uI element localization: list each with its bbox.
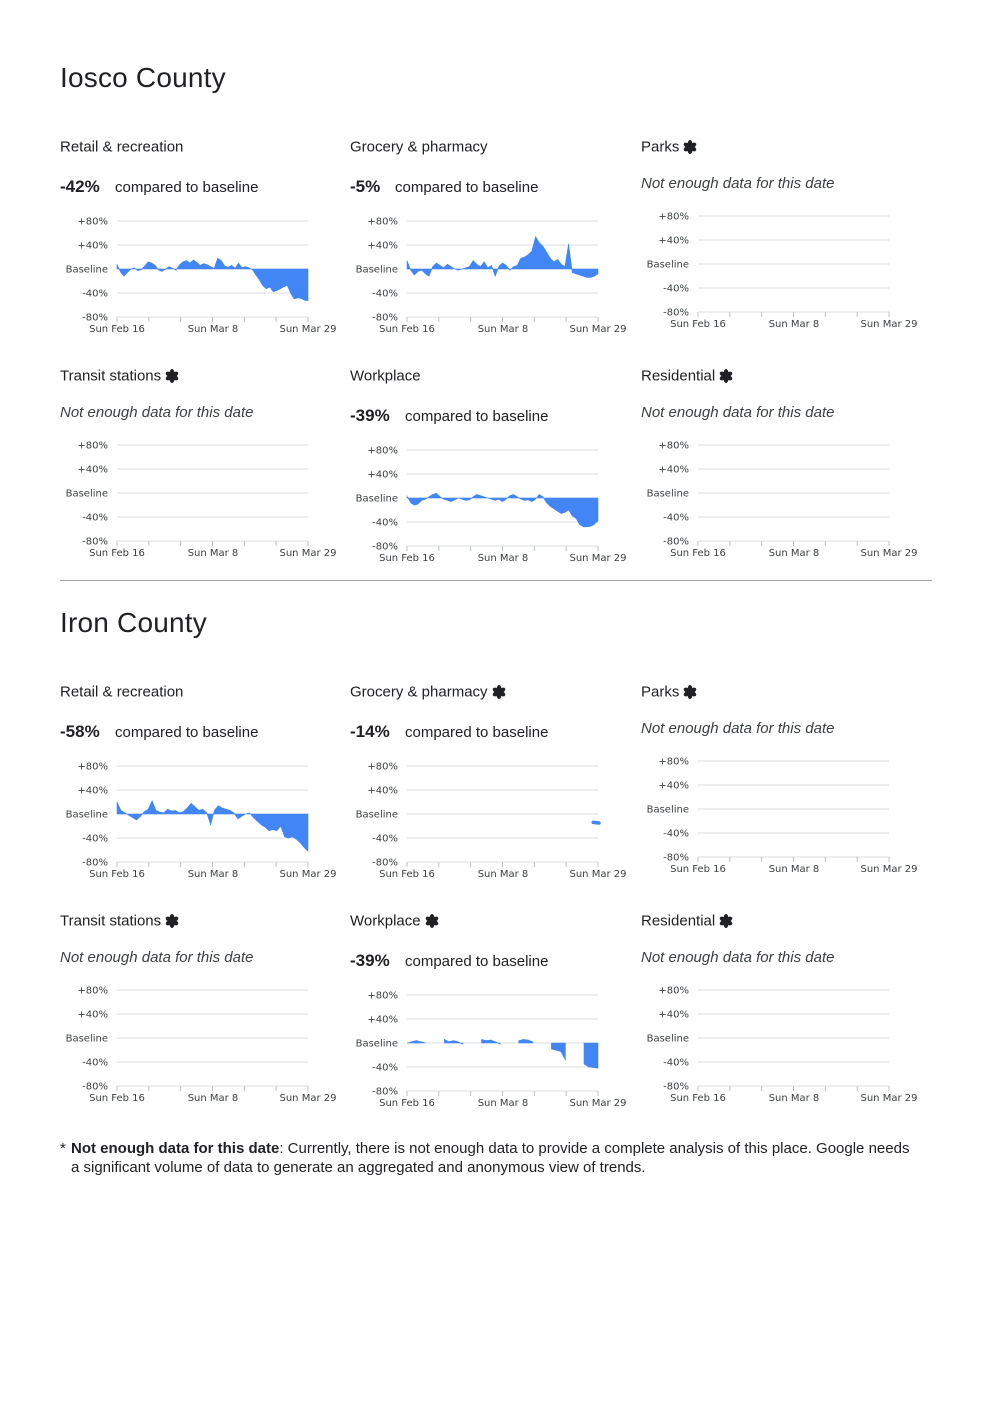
y-tick-label: -80% (82, 1081, 108, 1093)
percent-change: -58% (60, 722, 100, 741)
y-tick-label: -80% (663, 536, 689, 548)
series-area (407, 1041, 426, 1043)
x-tick-label: Sun Mar 29 (860, 548, 918, 559)
category-label: Residential (641, 367, 716, 385)
panel-residential (641, 912, 931, 1122)
y-tick-label: +40% (658, 464, 689, 476)
category-title (60, 912, 179, 930)
y-tick-label: Baseline (646, 259, 689, 271)
compared-label: compared to baseline (115, 179, 259, 196)
y-tick-label: Baseline (65, 809, 108, 821)
x-tick-label: Sun Mar 29 (569, 1098, 627, 1109)
percent-change: -5% (350, 177, 381, 196)
category-title (641, 138, 697, 156)
y-tick-label: +40% (367, 1014, 398, 1026)
no-data-message: Not enough data for this date (641, 949, 835, 966)
y-tick-label: -40% (663, 1057, 689, 1069)
y-tick-label: -40% (82, 1057, 108, 1069)
y-tick-label: -40% (372, 517, 398, 529)
asterisk-icon (425, 914, 439, 928)
x-tick-label: Sun Mar 8 (477, 869, 529, 880)
category-title (350, 683, 506, 701)
y-tick-label: -80% (82, 857, 108, 869)
y-tick-label: -80% (663, 1081, 689, 1093)
x-tick-label: Sun Mar 8 (477, 553, 529, 564)
x-tick-label: Sun Feb 16 (89, 1093, 145, 1104)
x-tick-label: Sun Feb 16 (670, 1093, 726, 1104)
category-title (60, 367, 179, 385)
x-tick-label: Sun Mar 8 (768, 1093, 820, 1104)
y-tick-label: +40% (658, 235, 689, 247)
mobility-chart (350, 445, 640, 570)
x-tick-label: Sun Mar 8 (768, 548, 820, 559)
category-title (60, 138, 183, 156)
x-tick-label: Sun Mar 8 (187, 324, 239, 335)
asterisk-icon (683, 685, 697, 699)
y-tick-label: +40% (77, 1009, 108, 1021)
y-tick-label: Baseline (65, 264, 108, 276)
compared-label: compared to baseline (115, 724, 259, 741)
y-tick-label: Baseline (646, 804, 689, 816)
no-data-message: Not enough data for this date (60, 949, 254, 966)
panel-grocery-and-pharmacy (350, 138, 640, 348)
x-tick-label: Sun Mar 8 (768, 319, 820, 330)
compared-label: compared to baseline (405, 953, 549, 970)
y-tick-label: +40% (77, 785, 108, 797)
category-label: Grocery & pharmacy (350, 683, 488, 701)
x-tick-label: Sun Mar 29 (569, 553, 627, 564)
y-tick-label: +80% (658, 211, 689, 223)
x-tick-label: Sun Mar 8 (187, 1093, 239, 1104)
y-tick-label: Baseline (65, 1033, 108, 1045)
category-label: Transit stations (60, 912, 162, 930)
category-title (350, 138, 488, 156)
y-tick-label: -80% (82, 536, 108, 548)
percent-change: -14% (350, 722, 390, 741)
x-tick-label: Sun Mar 29 (569, 324, 627, 335)
category-label: Residential (641, 912, 716, 930)
category-title (350, 912, 439, 930)
x-tick-label: Sun Mar 29 (279, 548, 337, 559)
x-tick-label: Sun Mar 29 (860, 319, 918, 330)
asterisk-icon (165, 914, 179, 928)
panel-parks (641, 138, 931, 348)
x-tick-label: Sun Feb 16 (379, 869, 435, 880)
y-tick-label: +80% (77, 216, 108, 228)
y-tick-label: +40% (367, 240, 398, 252)
x-tick-label: Sun Feb 16 (670, 319, 726, 330)
category-title (641, 367, 733, 385)
y-tick-label: -80% (372, 1086, 398, 1098)
y-tick-label: +80% (367, 990, 398, 1002)
x-tick-label: Sun Mar 8 (187, 869, 239, 880)
category-label: Parks (641, 138, 680, 156)
x-tick-label: Sun Feb 16 (89, 548, 145, 559)
asterisk-icon (683, 140, 697, 154)
x-tick-label: Sun Feb 16 (89, 324, 145, 335)
mobility-chart (60, 440, 350, 565)
x-tick-label: Sun Mar 29 (279, 324, 337, 335)
y-tick-label: -40% (372, 1062, 398, 1074)
y-tick-label: +40% (77, 464, 108, 476)
y-tick-label: -80% (663, 307, 689, 319)
mobility-chart (641, 440, 931, 565)
county-title: Iosco County (60, 62, 226, 93)
series-area (117, 258, 308, 301)
y-tick-label: +80% (367, 761, 398, 773)
panel-grocery-and-pharmacy (350, 683, 640, 893)
mobility-chart (641, 985, 931, 1110)
category-title (350, 367, 421, 385)
y-tick-label: -80% (372, 541, 398, 553)
y-tick-label: Baseline (355, 493, 398, 505)
y-tick-label: +80% (658, 440, 689, 452)
y-tick-label: Baseline (355, 809, 398, 821)
mobility-chart (350, 216, 640, 341)
y-tick-label: Baseline (355, 1038, 398, 1050)
mobility-chart (60, 761, 350, 886)
y-tick-label: +80% (77, 985, 108, 997)
series-area (117, 801, 308, 851)
no-data-message: Not enough data for this date (641, 404, 835, 421)
y-tick-label: +80% (77, 761, 108, 773)
series-area (551, 1043, 565, 1060)
x-tick-label: Sun Feb 16 (89, 869, 145, 880)
mobility-chart (60, 985, 350, 1110)
series-area (519, 1039, 533, 1043)
asterisk-icon (719, 914, 733, 928)
y-tick-label: -40% (82, 833, 108, 845)
panel-parks (641, 683, 931, 893)
category-label: Workplace (350, 367, 421, 385)
x-tick-label: Sun Feb 16 (379, 1098, 435, 1109)
x-tick-label: Sun Mar 29 (279, 1093, 337, 1104)
category-label: Retail & recreation (60, 683, 184, 701)
y-tick-label: -80% (663, 852, 689, 864)
panel-workplace (350, 367, 640, 577)
mobility-chart (350, 990, 640, 1115)
y-tick-label: Baseline (646, 1033, 689, 1045)
data-point (593, 822, 599, 823)
category-title (641, 683, 697, 701)
x-tick-label: Sun Feb 16 (670, 548, 726, 559)
compared-label: compared to baseline (405, 724, 549, 741)
footnote-star: * (60, 1140, 66, 1157)
y-tick-label: Baseline (355, 264, 398, 276)
section-divider (60, 580, 932, 581)
footnote-text: : Currently, there is not enough data to provide a complete analysis of this place. Google needs a significant volume of data to generate an aggregated and anonymous view of trends. (71, 1140, 910, 1176)
asterisk-icon (492, 685, 506, 699)
y-tick-label: -40% (372, 833, 398, 845)
x-tick-label: Sun Mar 29 (860, 1093, 918, 1104)
category-label: Grocery & pharmacy (350, 138, 488, 156)
y-tick-label: +40% (77, 240, 108, 252)
y-tick-label: Baseline (646, 488, 689, 500)
y-tick-label: -40% (372, 288, 398, 300)
y-tick-label: -80% (82, 312, 108, 324)
panel-workplace (350, 912, 640, 1122)
category-label: Workplace (350, 912, 421, 930)
asterisk-icon (719, 369, 733, 383)
panel-residential (641, 367, 931, 577)
percent-change: -39% (350, 406, 390, 425)
y-tick-label: -40% (663, 828, 689, 840)
series-area (584, 1043, 598, 1068)
asterisk-icon (165, 369, 179, 383)
y-tick-label: -40% (82, 512, 108, 524)
y-tick-label: +80% (658, 985, 689, 997)
x-tick-label: Sun Mar 8 (477, 1098, 529, 1109)
y-tick-label: -80% (372, 312, 398, 324)
category-label: Parks (641, 683, 680, 701)
x-tick-label: Sun Mar 8 (187, 548, 239, 559)
no-data-message: Not enough data for this date (60, 404, 254, 421)
y-tick-label: +40% (658, 780, 689, 792)
footnote-bold: Not enough data for this date (71, 1140, 280, 1157)
panel-retail-and-recreation (60, 683, 350, 893)
x-tick-label: Sun Feb 16 (379, 553, 435, 564)
compared-label: compared to baseline (405, 408, 549, 425)
county-title: Iron County (60, 607, 207, 638)
percent-change: -39% (350, 951, 390, 970)
y-tick-label: +80% (77, 440, 108, 452)
no-data-message: Not enough data for this date (641, 175, 835, 192)
compared-label: compared to baseline (395, 179, 539, 196)
percent-change: -42% (60, 177, 100, 196)
y-tick-label: -40% (663, 283, 689, 295)
x-tick-label: Sun Mar 29 (569, 869, 627, 880)
y-tick-label: -40% (82, 288, 108, 300)
x-tick-label: Sun Mar 29 (860, 864, 918, 875)
category-label: Transit stations (60, 367, 162, 385)
y-tick-label: +40% (367, 469, 398, 481)
y-tick-label: Baseline (65, 488, 108, 500)
mobility-chart (641, 756, 931, 881)
y-tick-label: +40% (367, 785, 398, 797)
y-tick-label: -40% (663, 512, 689, 524)
y-tick-label: +40% (658, 1009, 689, 1021)
x-tick-label: Sun Mar 8 (768, 864, 820, 875)
x-tick-label: Sun Feb 16 (379, 324, 435, 335)
series-area (407, 237, 598, 278)
mobility-chart (60, 216, 350, 341)
category-label: Retail & recreation (60, 138, 184, 156)
mobility-chart (641, 211, 931, 336)
mobility-chart (350, 761, 640, 886)
no-data-message: Not enough data for this date (641, 720, 835, 737)
x-tick-label: Sun Mar 29 (279, 869, 337, 880)
y-tick-label: +80% (367, 216, 398, 228)
y-tick-label: +80% (367, 445, 398, 457)
panel-retail-and-recreation (60, 138, 350, 348)
x-tick-label: Sun Feb 16 (670, 864, 726, 875)
panel-transit-stations (60, 367, 350, 577)
y-tick-label: -80% (372, 857, 398, 869)
panel-transit-stations (60, 912, 350, 1122)
category-title (60, 683, 183, 701)
category-title (641, 912, 733, 930)
x-tick-label: Sun Mar 8 (477, 324, 529, 335)
y-tick-label: +80% (658, 756, 689, 768)
